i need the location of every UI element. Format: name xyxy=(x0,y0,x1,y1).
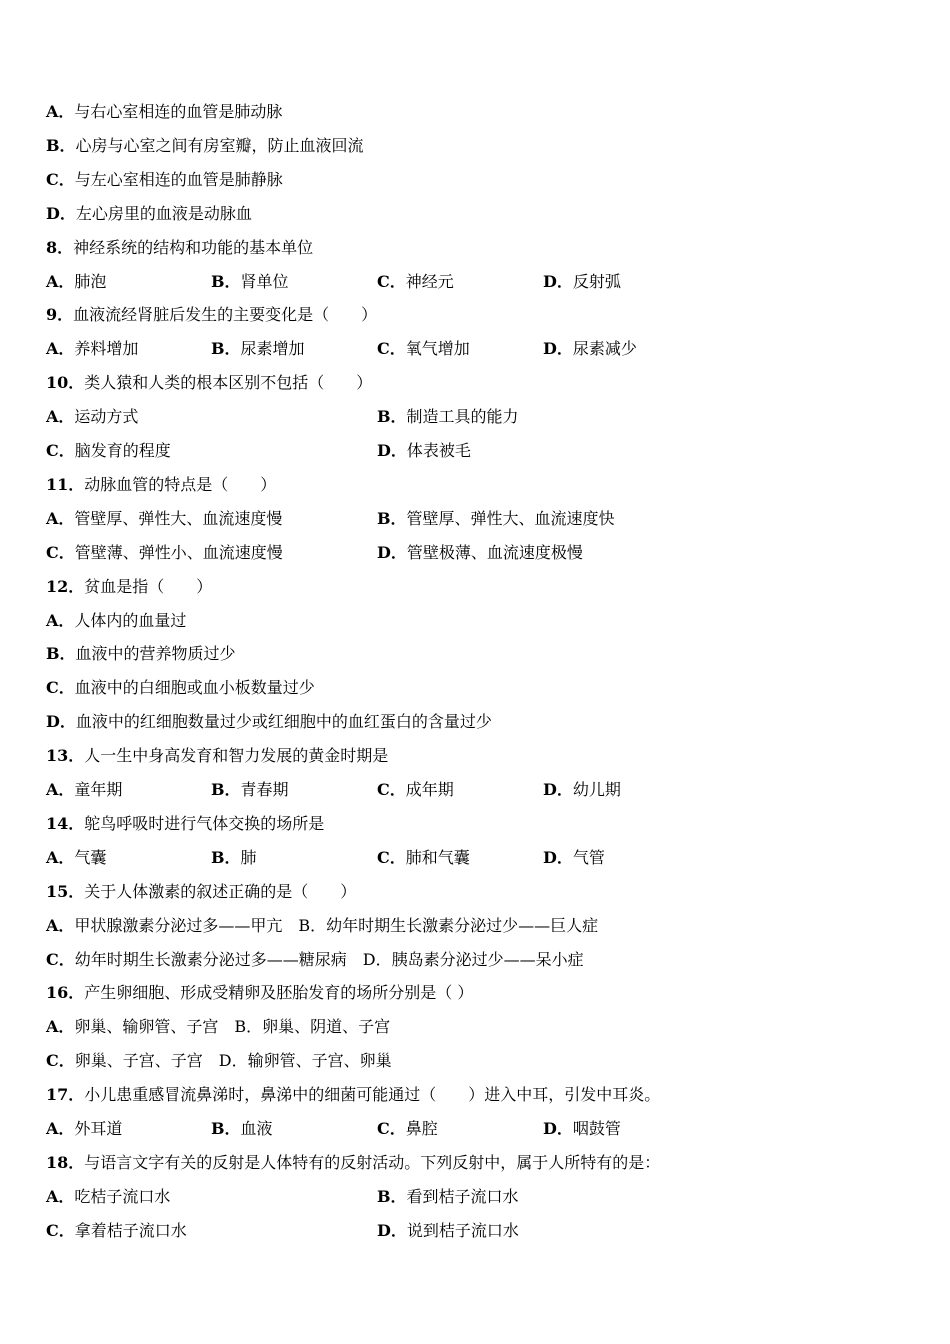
answer-option: D．体表被毛 xyxy=(377,441,471,460)
text-line: C．幼年时期生长激素分泌过多——糖尿病 D．胰岛素分泌过少——呆小症 xyxy=(46,949,584,969)
answer-option: B．青春期 xyxy=(211,780,289,799)
text-line: D．血液中的红细胞数量过少或红细胞中的血红蛋白的含量过少 xyxy=(46,712,492,732)
text-line: 15．关于人体激素的叙述正确的是（ ） xyxy=(46,881,357,901)
answer-option: C．管壁薄、弹性小、血流速度慢 xyxy=(46,542,283,562)
answer-option: B．看到桔子流口水 xyxy=(377,1186,519,1206)
answer-option: A．养料增加 xyxy=(46,339,139,359)
text-line: D．左心房里的血液是动脉血 xyxy=(46,203,252,223)
answer-option: A．吃桔子流口水 xyxy=(46,1186,171,1206)
text-line: 12．贫血是指（ ） xyxy=(46,576,213,596)
answer-option: C．肺和气囊 xyxy=(377,847,470,867)
answer-option: D．管壁极薄、血流速度极慢 xyxy=(377,542,583,562)
answer-option: C．鼻腔 xyxy=(377,1119,438,1138)
text-line: A．甲状腺激素分泌过多——甲亢 B．幼年时期生长激素分泌过少——巨人症 xyxy=(46,915,599,935)
answer-option: C．神经元 xyxy=(377,271,454,291)
answer-option: D．反射弧 xyxy=(543,271,621,291)
answer-option: B．血液 xyxy=(211,1119,273,1138)
text-line: 17．小儿患重感冒流鼻涕时，鼻涕中的细菌可能通过（ ）进入中耳，引发中耳炎。 xyxy=(46,1085,661,1105)
answer-option: D．气管 xyxy=(543,847,605,867)
answer-option: C．氧气增加 xyxy=(377,339,470,359)
text-line: A．人体内的血量过 xyxy=(46,610,187,630)
text-line: C．与左心室相连的血管是肺静脉 xyxy=(46,169,283,189)
answer-option: B．管壁厚、弹性大、血流速度快 xyxy=(377,508,615,528)
text-line: 11．动脉血管的特点是（ ） xyxy=(46,474,277,494)
answer-option: A．气囊 xyxy=(46,847,107,867)
answer-option: A．运动方式 xyxy=(46,407,139,427)
answer-option: D．幼儿期 xyxy=(543,780,621,799)
answer-option: A．管壁厚、弹性大、血流速度慢 xyxy=(46,508,283,528)
answer-option: B．尿素增加 xyxy=(211,339,305,359)
answer-option: C．成年期 xyxy=(377,780,454,799)
answer-option: D．尿素减少 xyxy=(543,339,637,359)
text-line: 10．类人猿和人类的根本区别不包括（ ） xyxy=(46,373,373,393)
answer-option: D．咽鼓管 xyxy=(543,1119,621,1138)
text-line: C．卵巢、子宫、子宫 D．输卵管、子宫、卵巢 xyxy=(46,1051,392,1071)
answer-option: C．脑发育的程度 xyxy=(46,441,171,460)
answer-option: A．肺泡 xyxy=(46,271,107,291)
answer-option: B．肺 xyxy=(211,847,257,867)
text-line: 18．与语言文字有关的反射是人体特有的反射活动。下列反射中，属于人所特有的是： xyxy=(46,1152,661,1172)
text-line: A．卵巢、输卵管、子宫 B．卵巢、阴道、子宫 xyxy=(46,1017,391,1037)
text-line: 8．神经系统的结构和功能的基本单位 xyxy=(46,237,314,257)
answer-option: A．外耳道 xyxy=(46,1119,123,1138)
answer-option: C．拿着桔子流口水 xyxy=(46,1220,187,1240)
text-line: 13．人一生中身高发育和智力发展的黄金时期是 xyxy=(46,746,389,766)
text-line: 9．血液流经肾脏后发生的主要变化是（ ） xyxy=(46,305,378,325)
text-line: B．血液中的营养物质过少 xyxy=(46,644,236,664)
answer-option: B．制造工具的能力 xyxy=(377,407,519,427)
text-line: 16．产生卵细胞、形成受精卵及胚胎发育的场所分别是（ ） xyxy=(46,983,474,1003)
text-line: 14．鸵鸟呼吸时进行气体交换的场所是 xyxy=(46,813,325,833)
text-line: C．血液中的白细胞或血小板数量过少 xyxy=(46,678,315,698)
text-line: B．心房与心室之间有房室瓣，防止血液回流 xyxy=(46,135,364,155)
answer-option: A．童年期 xyxy=(46,780,123,799)
answer-option: D．说到桔子流口水 xyxy=(377,1220,519,1240)
answer-option: B．肾单位 xyxy=(211,271,289,291)
text-line: A．与右心室相连的血管是肺动脉 xyxy=(46,102,283,121)
